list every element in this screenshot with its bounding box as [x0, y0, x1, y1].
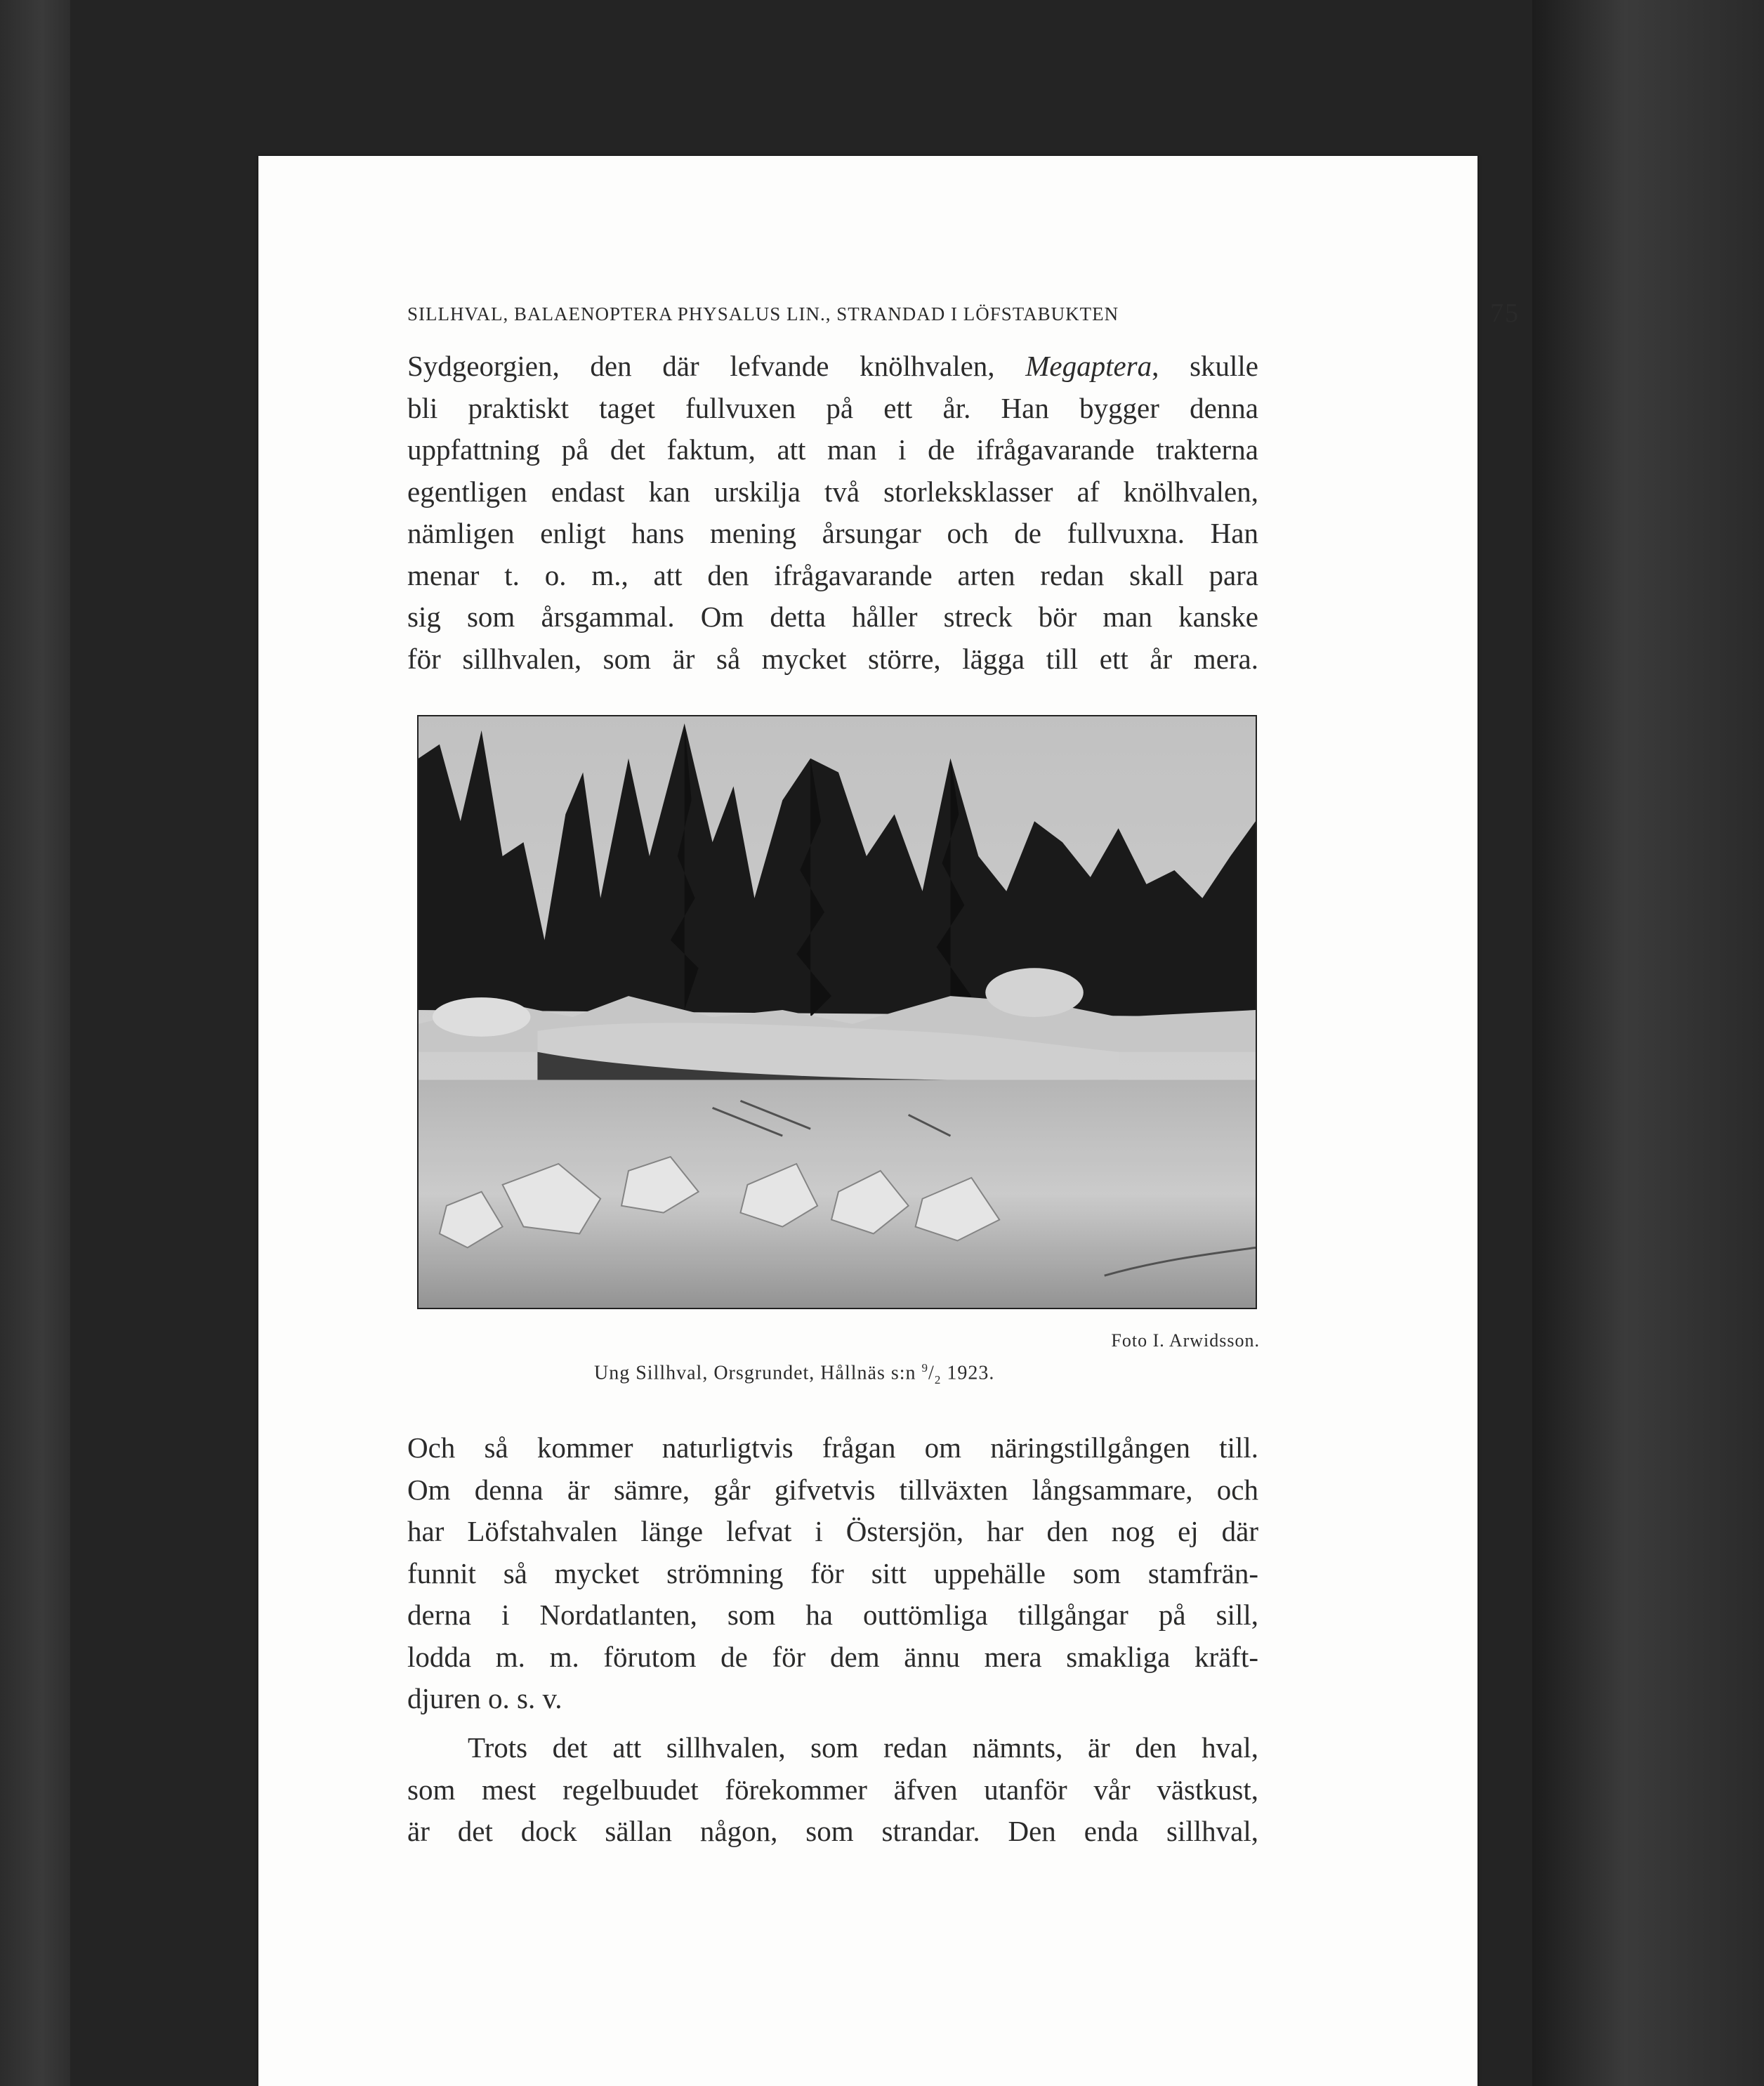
- text-line: nämligen enligt hans mening årsungar och de fullvuxna. Han: [407, 517, 1258, 549]
- text-line: derna i Nordatlanten, som ha outtömliga tillgångar på sill,: [407, 1599, 1258, 1631]
- figure-caption: Ung Sillhval, Orsgrundet, Hållnäs s:n $^9/_2$ 1923.: [594, 1361, 995, 1386]
- page-number: 75: [1490, 299, 1520, 328]
- text-line: har Löfstahvalen länge lefvat i Östersjön, har den nog ej där: [407, 1515, 1258, 1547]
- photo-credit: Foto I. Arwidsson.: [1111, 1330, 1260, 1351]
- text-line: Och så kommer naturligtvis frågan om näringstillgången till.: [407, 1431, 1258, 1464]
- scan-background-left: [0, 0, 70, 2086]
- scan-background-right: [1532, 0, 1764, 2086]
- italic-genus: Megaptera: [1025, 350, 1152, 382]
- text-line: Om denna är sämre, går gifvetvis tillväxten långsammare, och: [407, 1473, 1258, 1506]
- text-line: som mest regelbuudet förekommer äfven utanför vår västkust,: [407, 1773, 1258, 1806]
- text-line: är det dock sällan någon, som strandar. Den enda sillhval,: [407, 1815, 1258, 1847]
- running-title: SILLHVAL, BALAENOPTERA PHYSALUS LIN., STRANDAD I LÖFSTABUKTEN: [407, 303, 1119, 324]
- text-line: menar t. o. m., att den ifrågavarande arten redan skall para: [407, 558, 1258, 591]
- text-line: djuren o. s. v.: [407, 1682, 562, 1714]
- photo-image: [419, 716, 1256, 1308]
- text-line: Trots det att sillhvalen, som redan nämnts, är den hval,: [468, 1731, 1258, 1764]
- paragraph-1: [407, 346, 1258, 680]
- text-line: lodda m. m. förutom de för dem ännu mera smakliga kräft-: [407, 1640, 1258, 1673]
- running-header: [407, 296, 1520, 333]
- photograph-whale-on-ice: [417, 715, 1257, 1309]
- text-line: Sydgeorgien, den där lefvande knölhvalen, Megaptera, skulle: [407, 350, 1258, 382]
- book-page: [258, 156, 1520, 2086]
- text-line: bli praktiskt taget fullvuxen på ett år. Han bygger denna: [407, 391, 1258, 424]
- text-line: sig som årsgammal. Om detta håller streck bör man kanske: [407, 601, 1258, 633]
- text-line: uppfattning på det faktum, att man i de ifrågavarande trakterna: [407, 433, 1258, 466]
- text-line: för sillhvalen, som är så mycket större, lägga till ett år mera.: [407, 642, 1258, 675]
- text-line: egentligen endast kan urskilja två storleksklasser af knölhvalen,: [407, 475, 1258, 508]
- paragraph-2: [407, 1427, 1258, 1720]
- paragraph-3: [407, 1727, 1258, 1853]
- text-line: funnit så mycket strömning för sitt uppehälle som stamfrän-: [407, 1556, 1258, 1589]
